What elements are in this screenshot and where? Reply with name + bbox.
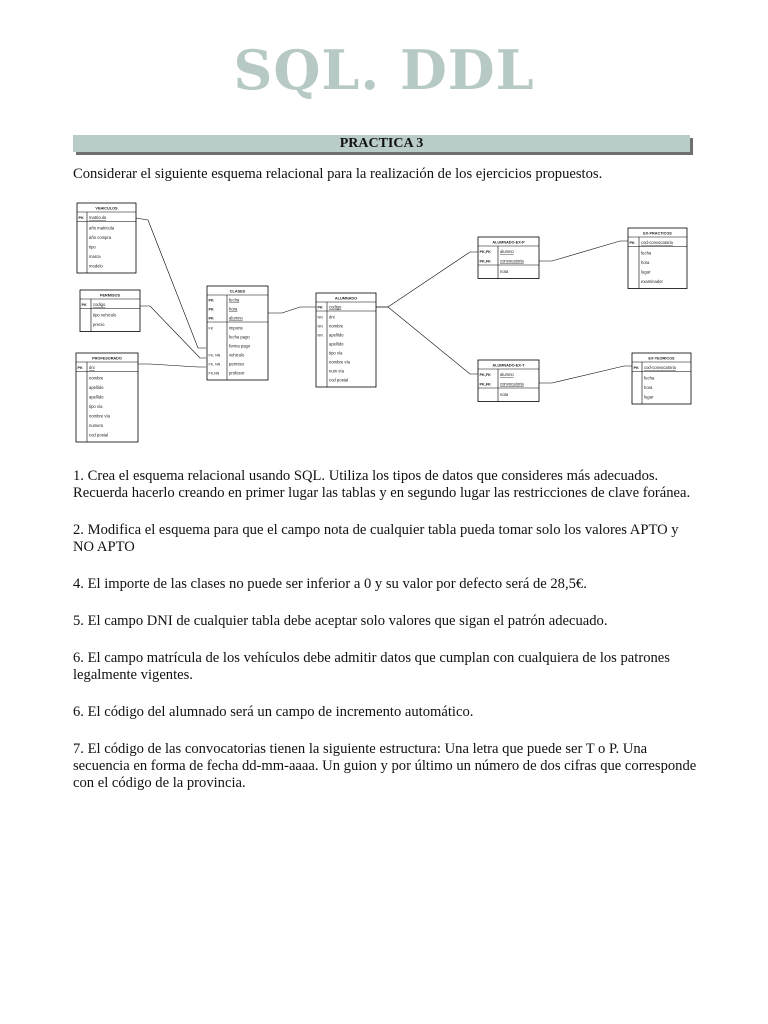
constraint-label: NN — [317, 315, 323, 320]
key-field: convocatoria — [500, 381, 524, 387]
field-name: nombre vía — [329, 359, 350, 365]
table-title: EX-TEORICOS — [648, 356, 675, 361]
field-name: tipo vehiculo — [93, 312, 117, 318]
field-name: año compra — [89, 235, 112, 240]
field-name: marca — [89, 254, 101, 259]
table-alumnado-ex-p — [478, 237, 539, 279]
table-clases — [207, 286, 268, 380]
table-title: CLASES — [229, 289, 246, 294]
table-permisos — [80, 290, 140, 332]
field-name: fecha pago — [229, 334, 250, 340]
exercise-item: 1. Crea el esquema relacional usando SQL. Utiliza los tipos de datos que consideres más adecuados. Recuerda hacerlo creando en primer lugar las tablas y en segundo lugar las restricciones de clave foránea. — [73, 468, 691, 501]
field-name: nombre — [329, 323, 344, 329]
field-name: fecha — [644, 375, 655, 381]
field-name: hora — [641, 260, 650, 265]
field-name: vehiculo — [229, 352, 245, 358]
key-label: PK — [317, 305, 323, 310]
page-title: SQL. DDL — [233, 38, 535, 102]
field-name: cod postal — [89, 432, 109, 438]
field-name: nombre vía — [89, 413, 110, 419]
field-name: apellido — [329, 332, 344, 338]
exercise-item: 5. El campo DNI de cualquier tabla debe aceptar solo valores que sigan el patrón adecuado. — [73, 613, 608, 629]
rel-alumnado-ext — [376, 307, 478, 374]
table-title: ALUMNADO-EX-T — [492, 363, 525, 368]
field-name: profesor — [229, 370, 245, 376]
field-name: hora — [644, 385, 653, 390]
field-name: tipo vía — [89, 404, 103, 409]
table-profesorado — [76, 353, 138, 442]
key-label: PK — [208, 298, 214, 303]
field-name: num vía — [329, 368, 344, 374]
table-alumnado-ex-t — [478, 360, 539, 402]
constraint-label: FK, NN — [208, 353, 221, 358]
key-label: PK,FK — [479, 382, 491, 387]
key-label: PK — [208, 316, 214, 321]
key-field: codigo — [329, 304, 342, 310]
key-field: alumno — [500, 249, 514, 254]
key-label: PK — [81, 303, 87, 307]
constraint-label: FK, NN — [208, 362, 221, 367]
table-title: EX-PRACTICOS — [643, 231, 672, 236]
field-name: dni — [329, 314, 335, 320]
exercise-list — [73, 468, 701, 812]
rel-profesorado-clases — [138, 364, 206, 367]
key-field: alumno — [500, 372, 514, 377]
key-field: convocatoria — [500, 258, 524, 264]
key-field: fecha — [229, 297, 240, 303]
rel-alumnado-exp — [376, 252, 478, 307]
field-name: permiso — [229, 361, 244, 367]
field-name: apellido — [89, 394, 104, 400]
exercise-item: 6. El campo matrícula de los vehículos debe admitir datos que cumplan con cualquiera de los patrones legalmente vigentes. — [73, 650, 670, 683]
field-name: lugar — [641, 269, 651, 275]
key-label: PK — [633, 366, 639, 370]
intro-text: Considerar el siguiente esquema relacional para la realización de los ejercicios propuestos. — [73, 166, 603, 182]
field-name: apellido — [89, 385, 104, 390]
field-name: importe — [229, 325, 243, 331]
key-label: PK — [77, 366, 83, 370]
table-title: ALUMNADO — [334, 296, 358, 301]
table-title: VEHICULOS — [95, 206, 118, 211]
constraint-label: NN — [317, 333, 323, 338]
constraint-label: NN — [317, 324, 323, 329]
field-name: fecha — [641, 250, 652, 256]
field-name: tipo — [89, 244, 96, 250]
field-name: precio — [93, 322, 105, 327]
field-name: año matricula — [89, 225, 115, 231]
field-name: lugar — [644, 394, 654, 400]
key-label: PK — [208, 307, 214, 312]
constraint-label: FK — [208, 326, 214, 331]
table-ex-teoricos — [632, 353, 691, 404]
field-name: cod postal — [329, 377, 349, 383]
key-label: PK — [629, 241, 635, 245]
field-name: nota — [500, 269, 509, 274]
table-alumnado — [316, 293, 376, 387]
exercise-item: 7. El código de las convocatorias tienen la siguiente estructura: Una letra que puede ser T o P. Una secuencia en forma de fecha dd-mm-aaaa. Un guion y por último un número de dos cifras que corresponde con el código de la provincia. — [73, 741, 697, 791]
key-field: matricula — [89, 215, 106, 220]
rel-exp-expracticos — [539, 241, 628, 261]
table-vehiculos — [77, 203, 136, 273]
rel-vehiculos-clases — [136, 218, 206, 348]
exercise-item: 6. El código del alumnado será un campo de incremento automático. — [73, 704, 474, 720]
exercise-item: 4. El importe de las clases no puede ser inferior a 0 y su valor por defecto será de 28,5€. — [73, 576, 587, 592]
field-name: nombre — [89, 375, 104, 381]
field-name: examinador — [641, 279, 663, 284]
table-ex-practicos — [628, 228, 687, 289]
key-label: PK,FK — [479, 373, 491, 377]
field-name: nota — [500, 392, 509, 397]
exercise-item: 2. Modifica el esquema para que el campo nota de cualquier tabla pueda tomar solo los valores APTO y NO APTO — [73, 522, 679, 555]
key-field: alumno — [229, 315, 243, 321]
field-name: forma pago — [229, 343, 251, 349]
table-title: PERMISOS — [99, 293, 121, 298]
field-name: modelo — [89, 263, 103, 269]
key-field: cod-convocatoria — [644, 365, 676, 370]
field-name: tipo vía — [329, 350, 343, 356]
table-title: PROFESORADO — [92, 356, 122, 361]
rel-permisos-clases — [140, 306, 206, 358]
rel-ext-exteoricos — [539, 366, 632, 383]
key-label: PK,FK — [479, 250, 491, 254]
field-name: apellido — [329, 341, 344, 347]
field-name: numero — [89, 423, 104, 428]
constraint-label: FK,NN — [208, 371, 220, 376]
key-field: codigo — [93, 302, 106, 307]
key-field: hora — [229, 306, 238, 312]
rel-clases-alumnado — [268, 307, 316, 313]
key-label: PK — [78, 216, 84, 220]
key-field: dni — [89, 365, 95, 370]
key-label: PK,FK — [479, 259, 491, 264]
section-banner: PRACTICA 3 — [73, 135, 690, 152]
key-field: cod-convocatoria — [641, 240, 673, 245]
table-title: ALUMNADO-EX-P — [492, 240, 525, 245]
